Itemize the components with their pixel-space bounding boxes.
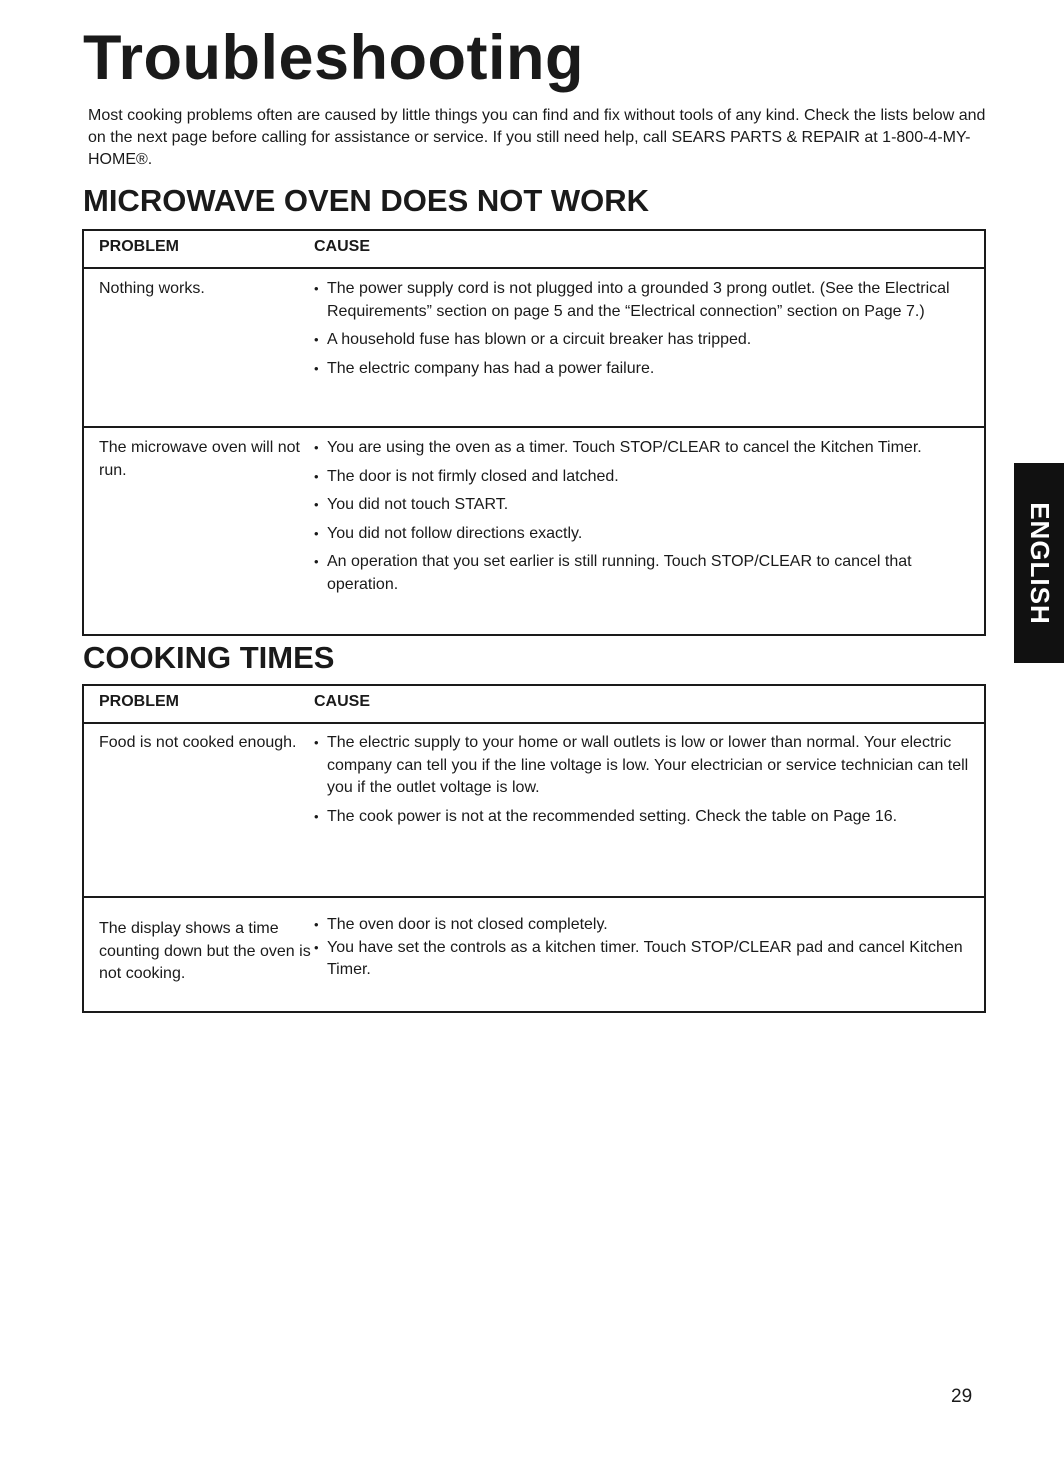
- header-problem: PROBLEM: [99, 238, 179, 255]
- intro-paragraph: Most cooking problems often are caused by little things you can find and fix without tools of any kind. Check the lists below and on the next page before calling for assistance or service. If you still need help, call SEARS PARTS & REPAIR at 1-800-4-MY-HOME®.: [88, 107, 986, 168]
- side-tab-label: ENGLISH: [1024, 501, 1055, 625]
- troubleshooting-table-cooking-times: [82, 684, 986, 1013]
- language-side-tab: [1014, 463, 1064, 663]
- page-number: 29: [951, 1386, 973, 1407]
- section-title-cooking-times: COOKING TIMES: [83, 640, 335, 675]
- header-problem: PROBLEM: [99, 693, 179, 710]
- cause-cell: [314, 914, 984, 986]
- cause-item: • You did not touch START.: [314, 494, 974, 517]
- cause-item: • You did not follow directions exactly.: [314, 523, 974, 546]
- cause-item: • A household fuse has blown or a circuit breaker has tripped.: [314, 329, 974, 352]
- cause-cell: [314, 278, 984, 426]
- cause-list: [314, 914, 974, 982]
- cause-item: • The cook power is not at the recommended setting. Check the table on Page 16.: [314, 806, 974, 829]
- cause-item: • You have set the controls as a kitchen timer. Touch STOP/CLEAR pad and cancel Kitchen Timer.: [314, 937, 974, 982]
- cause-item: • The oven door is not closed completely.: [314, 914, 974, 937]
- problem-cell: The microwave oven will not run.: [99, 439, 300, 479]
- header-cause: CAUSE: [314, 693, 371, 710]
- cause-item: • The door is not firmly closed and latched.: [314, 466, 974, 489]
- cause-item: • An operation that you set earlier is still running. Touch STOP/CLEAR to cancel that operation.: [314, 551, 974, 596]
- section-title-microwave-does-not-work: MICROWAVE OVEN DOES NOT WORK: [83, 183, 650, 218]
- page-title: Troubleshooting: [83, 23, 584, 93]
- table-header: [84, 231, 984, 269]
- troubleshooting-table-microwave: [82, 229, 986, 636]
- table-row: [84, 898, 984, 986]
- cause-cell: [314, 437, 984, 634]
- header-cause: CAUSE: [314, 238, 371, 255]
- cause-list: [314, 437, 974, 596]
- problem-cell: Nothing works.: [99, 280, 205, 297]
- table-row: [84, 724, 984, 898]
- table-header: [84, 686, 984, 724]
- problem-cell: The display shows a time counting down but the oven is not cooking.: [99, 920, 311, 982]
- cause-item: • The electric company has had a power failure.: [314, 358, 974, 381]
- problem-cell: Food is not cooked enough.: [99, 734, 297, 751]
- cause-list: [314, 278, 974, 380]
- cause-item: • The power supply cord is not plugged into a grounded 3 prong outlet. (See the Electrical Requirements” section on page 5 and the “Electrical connection” section on Page 7.): [314, 278, 974, 323]
- cause-item: • You are using the oven as a timer. Touch STOP/CLEAR to cancel the Kitchen Timer.: [314, 437, 974, 460]
- table-row: [84, 428, 984, 634]
- cause-list: [314, 732, 974, 828]
- cause-cell: [314, 732, 984, 896]
- table-row: [84, 269, 984, 428]
- cause-item: • The electric supply to your home or wall outlets is low or lower than normal. Your electric company can tell you if the line voltage is low. Your electrician or service technician can tell you if the outlet voltage is low.: [314, 732, 974, 800]
